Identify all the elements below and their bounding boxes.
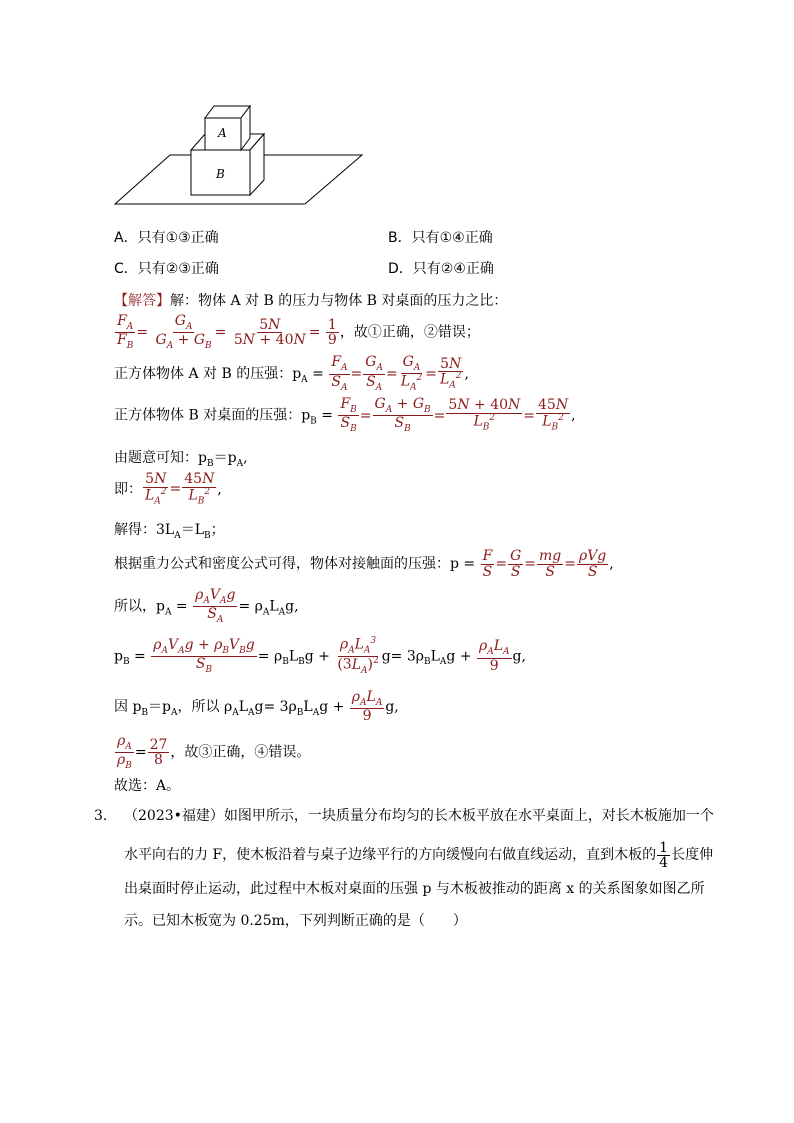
- question-3-line-2: 水平向右的力 F，使木板沿着与桌子边缘平行的方向缓慢向右做直线运动，直到木板的 $\frac{1}{4}$ 长度伸: [124, 839, 714, 871]
- answer-line-10: 因 $p_B=p_A$，所以 $\rho_AL_Ag= 3\rho_BL_Ag$ + $\frac{\rho_AL_A}{9}$ g,: [114, 689, 399, 725]
- answer-line-11: $\frac{\rho_A}{\rho_B}$ = $\frac{27}{8}$ ，故③正确，④错误。: [117, 733, 311, 772]
- cubes-figure: [110, 100, 370, 210]
- answer-line-8: 所以，$p_A$ = $\frac{\rho_AV_Ag}{S_A}$ = $\rho_AL_Ag$,: [114, 587, 299, 626]
- answer-line-4: 由题意可知：$p_B=p_A$,: [114, 450, 248, 469]
- question-3-number: 3.: [94, 808, 108, 824]
- answer-line-2: 正方体物体 A 对 B 的压强：$p_A$ = $\frac{F_A}{S_A}$ = $\frac{G_A}{S_A}$ = $\frac{G_A}{L_A^2}$ = $\frac{5N}{L_A^2}$ ,: [114, 354, 469, 393]
- option-c[interactable]: C．只有②③正确: [114, 261, 219, 277]
- answer-tag: 【解答】: [114, 293, 170, 309]
- question-3-line-4: 示。已知木板宽为 0.25m，下列判断正确的是（ ）: [124, 913, 467, 929]
- answer-intro: 【解答】解：物体 A 对 B 的压力与物体 B 对桌面的压力之比：: [114, 293, 508, 309]
- cube-a-label: A: [218, 126, 227, 140]
- option-b[interactable]: B．只有①④正确: [388, 230, 493, 246]
- answer-line-7: 根据重力公式和密度公式可得，物体对接触面的压强：p = $\frac{F}{S}$ = $\frac{G}{S}$ = $\frac{mg}{S}$ = $\frac{\text{ρVg}}{S}$ ,: [114, 548, 614, 580]
- answer-line-1: $\frac{F_A}{F_B}$ = $\frac{G_A}{G_A + G_B}$ = $\frac{5N}{5N + 40N}$ = $\frac{1}{9}$ ，故①正确，②错误；: [117, 313, 480, 352]
- option-d[interactable]: D．只有②④正确: [388, 261, 494, 277]
- answer-line-6: 解得：$3L_A=L_B$；: [114, 522, 225, 541]
- option-a[interactable]: A．只有①③正确: [114, 230, 219, 246]
- answer-line-3: 正方体物体 B 对桌面的压强：$p_B$ = $\frac{F_B}{S_B}$ = $\frac{G_A + G_B}{S_B}$ = $\frac{5N + 40N}{L_B^2}$ = $\frac{45N}{L_B^2}$ ,: [114, 396, 576, 435]
- answer-conclusion: 故选：A。: [114, 778, 181, 794]
- answer-line-9: $p_B$ = $\frac{\rho_AV_Ag + \rho_BV_Bg}{S_B}$ = $\rho_BL_Bg$ + $\frac{\rho_AL_A^3}{(3L_A)^2}$ $g= 3\rho_BL_Ag$ + $\frac{\rho_AL_A}{9}$ g,: [114, 636, 526, 676]
- question-3-line-1: （2023•福建）如图甲所示，一块质量分布均匀的长木板平放在水平桌面上，对长木板施加一个: [124, 808, 714, 824]
- cube-b-label: B: [216, 167, 225, 181]
- question-3-line-3: 出桌面时停止运动，此过程中木板对桌面的压强 p 与木板被推动的距离 x 的关系图象如图乙所: [124, 881, 705, 897]
- answer-line-5: 即： $\frac{5N}{L_A^2}$ = $\frac{45N}{L_B^2}$ ,: [114, 471, 222, 507]
